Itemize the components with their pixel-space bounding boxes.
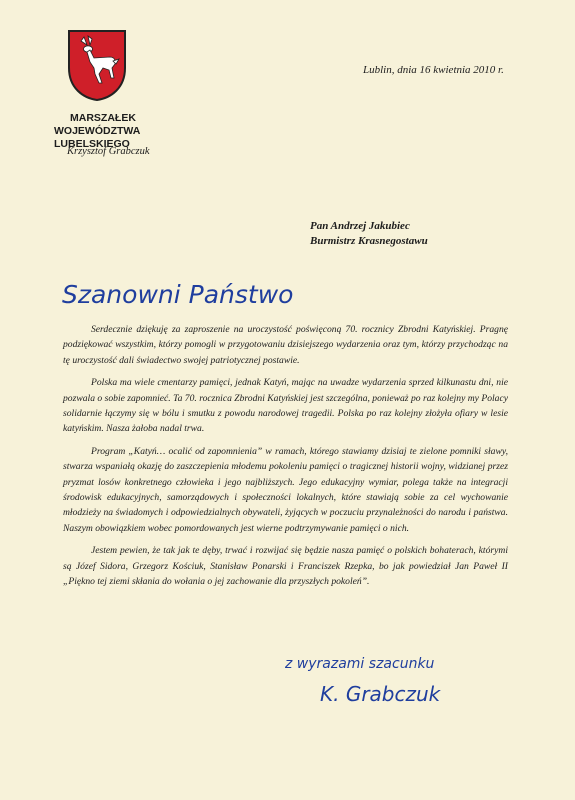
handwritten-closing xyxy=(283,650,523,676)
org-line-1: MARSZAŁEK xyxy=(70,112,136,124)
body-paragraph-3: Program „Katyń… ocalić od zapomnienia” w ramach, którego stawiamy dzisiaj te zielone pomniki sławy, stwarza wspaniałą okazję do zaszczepienia młodemu pokoleniu pamięci o tragicznej historii wojny, widzianej przez pryzmat losów konkretnego człowieka i jego najbliższych. Jego edukacyjny wymiar, polega także na integracji środowisk edukacyjnych, samorządowych i społeczności lokalnych, które stawiają sobie za cel wychowanie młodzieży na świadomych i odpowiedzialnych obywateli, żyjących w poczuciu przynależności do narodu i państwa. Naszym obowiązkiem wobec pomordowanych jest wierne podtrzymywanie pamięci o nich. xyxy=(63,445,508,534)
body-paragraph-4: Jestem pewien, że tak jak te dęby, trwać i rozwijać się będzie nasza pamięć o polskich bohaterach, którymi są Józef Sidora, Grzegorz Kościuk, Stanisław Ponarski i Franciszek Rzepka, bo jak powiedział Jan Paweł II „Piękno tej ziemi skłania do wołania o jej zachowanie dla przyszłych pokoleń”. xyxy=(63,545,508,588)
handwritten-salutation xyxy=(58,276,308,312)
letter-date: Lublin, dnia 16 kwietnia 2010 r. xyxy=(363,64,504,76)
letter-body xyxy=(63,322,508,597)
signature-text: K. Grabczuk xyxy=(320,682,441,706)
body-paragraph-1: Serdecznie dziękuję za zaproszenie na uroczystość poświęconą 70. rocznicy Zbrodni Katyńskiej. Pragnę podziękować wszystkim, którzy pomogli w przygotowaniu dzisiejszego wydarzenia oraz tym, którzy przychodząc na tę uroczystość dali świadectwo swojej patriotycznej postawie. xyxy=(63,324,508,366)
salutation-text: Szanowni Państwo xyxy=(62,280,294,309)
body-paragraph-2: Polska ma wiele cmentarzy pamięci, jednak Katyń, mając na uwadze wydarzenia sprzed kilkunastu dni, nie pozwala o sobie zapomnieć. Ta 70. rocznica Zbrodni Katyńskiej jest szczególna, ponieważ po raz kolejny my Polacy solidarnie łączymy się w bólu i smutku z powodu narodowej tragedii. Polska po raz kolejny złożyła ofiary w lesie katyńskim. Nasza żałoba nadal trwa. xyxy=(63,377,508,435)
coat-of-arms-logo xyxy=(66,28,128,102)
recipient-name: Pan Andrzej Jakubiec xyxy=(310,220,410,232)
signer-name: Krzysztof Grabczuk xyxy=(67,146,150,157)
handwritten-signature xyxy=(318,677,488,711)
recipient-title: Burmistrz Krasnegostawu xyxy=(310,234,428,247)
recipient-block xyxy=(310,219,428,248)
closing-text: z wyrazami szacunku xyxy=(285,656,435,672)
org-line-2: WOJEWÓDZTWA LUBELSKIEGO xyxy=(54,125,140,150)
